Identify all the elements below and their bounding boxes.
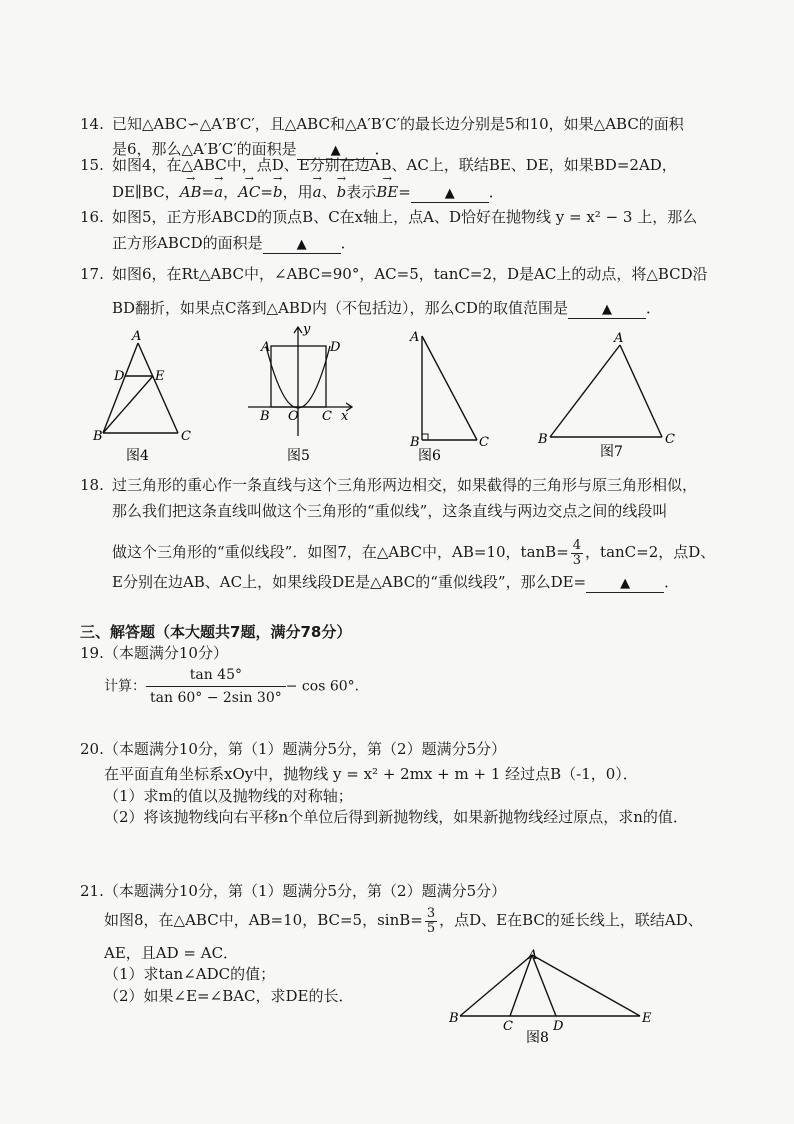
- q20-head: 20.（本题满分10分，第（1）题满分5分，第（2）题满分5分）: [80, 740, 507, 758]
- figure-4: [103, 343, 178, 433]
- figure-6: [422, 336, 477, 440]
- q20-part1: （1）求m的值以及抛物线的对称轴；: [104, 787, 353, 805]
- fig4-label-d: D: [114, 369, 125, 384]
- figures-row: [80, 320, 700, 470]
- q15-line2: DE∥BC，→ AB=→ a，→ AC=→ b，用→ a、→ b表示→ BE= ▲ ．: [112, 180, 744, 204]
- fig4-label-b: B: [93, 429, 103, 444]
- figure-7: [550, 345, 662, 437]
- answer-blank: ▲: [263, 235, 341, 254]
- q18-line3: 做这个三角形的“重似线段”．如图7，在△ABC中，AB=10，tanB= $\frac{4}{3}$ ，tanC=2，点D、: [112, 537, 716, 568]
- fig5-label-o: O: [288, 409, 299, 424]
- fig8-label-e: E: [642, 1011, 652, 1026]
- fraction-tan: $\frac{\tan 45^\circ}{\tan 60^\circ - 2\sin 30^\circ}$: [146, 664, 286, 709]
- fig6-label-c: C: [479, 435, 489, 450]
- q18-line4: E分别在边AB、AC上，如果线段DE是△ABC的“重似线段”，那么DE= ▲ ．: [112, 573, 680, 591]
- fig6-label-b: B: [410, 435, 420, 450]
- fig5-label-x: x: [341, 409, 349, 424]
- q18-line2: 那么我们把这条直线叫做这个三角形的“重似线”，这条直线与两边交点之间的线段叫: [112, 502, 668, 520]
- fig4-caption: 图4: [126, 448, 149, 464]
- fig7-label-b: B: [538, 432, 548, 447]
- fig5-label-b: B: [260, 409, 270, 424]
- fig8-caption: 图8: [526, 1030, 549, 1046]
- section-3-title: 三、解答题（本大题共7题，满分78分）: [80, 623, 352, 641]
- fig7-label-c: C: [665, 432, 675, 447]
- q21-line2: AE，且AD = AC．: [104, 944, 239, 962]
- fig6-label-a: A: [410, 330, 420, 345]
- fig5-label-d: D: [330, 340, 341, 355]
- fig8-label-a: A: [528, 948, 538, 963]
- fig4-label-e: E: [155, 369, 165, 384]
- figure-8: [440, 940, 670, 1050]
- fig8-label-d: D: [553, 1019, 564, 1034]
- q17-line2: BD翻折，如果点C落到△ABD内（不包括边），那么CD的取值范围是 ▲ ．: [112, 299, 661, 317]
- q21-part2: （2）如果∠E=∠BAC，求DE的长．: [104, 987, 354, 1005]
- fraction-4-3: $\frac{4}{3}$: [572, 537, 582, 568]
- fig6-caption: 图6: [418, 448, 441, 464]
- answer-blank: ▲: [586, 574, 664, 593]
- q14-line2: 是6，那么△A′B′C′的面积是 ▲ ．: [112, 140, 390, 158]
- q21-line1: 如图8，在△ABC中，AB=10，BC=5，sinB= $\frac{3}{5}$ ，点D、E在BC的延长线上，联结AD、: [104, 905, 703, 936]
- q21-part1: （1）求tan∠ADC的值；: [104, 965, 276, 983]
- fraction-3-5: $\frac{3}{5}$: [426, 905, 436, 936]
- answer-blank: ▲: [297, 141, 375, 160]
- answer-blank: ▲: [568, 300, 646, 319]
- fig5-label-a: A: [261, 340, 271, 355]
- fig4-label-a: A: [132, 329, 142, 344]
- q21-head: 21.（本题满分10分，第（1）题满分5分，第（2）题满分5分）: [80, 882, 507, 900]
- answer-blank: ▲: [411, 184, 489, 203]
- fig7-label-a: A: [614, 331, 624, 346]
- q19-head: 19.（本题满分10分）: [80, 644, 228, 662]
- fig4-label-c: C: [181, 429, 191, 444]
- fig7-caption: 图7: [600, 444, 623, 460]
- q19-expression: 计算： $\frac{\tan 45^\circ}{\tan 60^\circ - 2\sin 30^\circ}$ − cos 60°．: [104, 664, 744, 709]
- fig5-label-c: C: [322, 409, 332, 424]
- fig8-label-b: B: [449, 1011, 459, 1026]
- fig8-label-c: C: [503, 1019, 513, 1034]
- q20-part2: （2）将该抛物线向右平移n个单位后得到新抛物线，如果新抛物线经过原点，求n的值．: [104, 808, 688, 826]
- fig5-caption: 图5: [287, 448, 310, 464]
- q20-line1: 在平面直角坐标系xOy中，抛物线 y = x² + 2mx + m + 1 经过点B（-1，0）．: [104, 765, 638, 783]
- fig5-label-y: y: [303, 322, 311, 337]
- q16-line2: 正方形ABCD的面积是 ▲ ．: [112, 234, 356, 252]
